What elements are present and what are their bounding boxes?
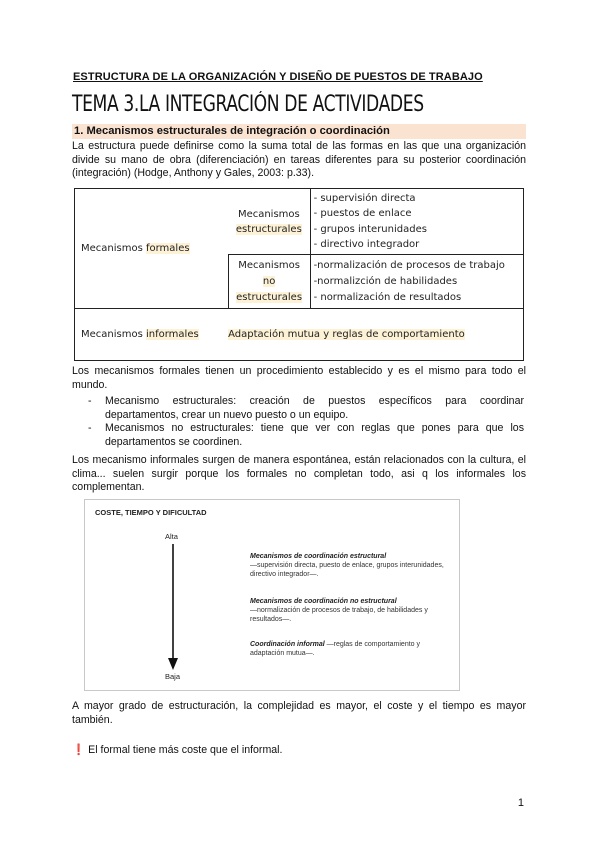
no-estructurales-cell	[228, 255, 310, 309]
figure-block-title: Coordinación informal	[250, 641, 325, 648]
list-item: - grupos interunidades	[313, 223, 427, 235]
list-item: - directivo integrador	[313, 239, 420, 250]
down-arrow-icon	[167, 544, 179, 672]
informales-highlight: informales	[145, 329, 199, 340]
informales-desc: Adaptación mutua y reglas de comportamiento	[228, 329, 465, 340]
figure-block-structural	[250, 552, 450, 579]
bullet-list	[88, 395, 524, 449]
figure-block-text: —normalización de procesos de trabajo, de habilidades y resultados—.	[250, 607, 428, 623]
note-line	[72, 743, 282, 756]
page-number: 1	[517, 797, 524, 809]
estructurales-line2: estructurales	[235, 223, 302, 235]
informales-desc-cell	[228, 309, 523, 361]
intro-paragraph: La estructura puede definirse como la suma total de las formas en las que una organización divide su mano de obra (diferenciación) en tareas diferentes para su posterior coordinación (integración) (Hodge, Anthony y Gales, 2003: p.33).	[72, 140, 526, 180]
section-title: 1. Mecanismos estructurales de integración o coordinación	[72, 124, 526, 139]
figure-block-text: —reglas de comportamiento y adaptación mutua—.	[250, 641, 420, 657]
note-text: El formal tiene más coste que el informal.	[88, 744, 283, 756]
dash-icon: -	[88, 422, 92, 435]
list-item: - Mecanismo estructurales: creación de puestos específicos para coordinar departamentos, crear un nuevo puesto o un equipo.	[88, 395, 524, 421]
formales-cell	[75, 189, 229, 309]
axis-label-low: Baja	[165, 672, 181, 681]
figure-block-title: Mecanismos de coordinación estructural	[250, 553, 387, 560]
mechanisms-table	[74, 188, 524, 361]
estructurales-cell	[228, 189, 310, 255]
exclamation-icon: ❗	[72, 744, 86, 756]
list-item: - puestos de enlace	[313, 208, 412, 219]
page-title: TEMA 3.LA INTEGRACIÓN DE ACTIVIDADES	[72, 92, 424, 117]
formales-highlight: formales	[145, 243, 190, 254]
informal-paragraph: Los mecanismo informales surgen de manera espontánea, están relacionados con la cultura, el clima... suelen surgir porque los formales no completan todo, asi q los informales los complementan.	[72, 454, 526, 494]
estructurales-line1: Mecanismos	[237, 208, 300, 220]
figure-block-title: Mecanismos de coordinación no estructural	[250, 598, 397, 605]
cost-figure	[84, 499, 460, 691]
informales-cell	[75, 309, 229, 361]
no-estructurales-line1: Mecanismos	[238, 259, 300, 271]
conclusion-paragraph: A mayor grado de estructuración, la complejidad es mayor, el coste y el tiempo es mayor también.	[72, 700, 526, 726]
estructurales-list	[310, 189, 523, 255]
informales-label: Mecanismos	[81, 329, 146, 340]
list-item: - normalización de resultados	[313, 291, 462, 303]
list-item: -normalización de procesos de trabajo	[313, 259, 505, 271]
document-header: ESTRUCTURA DE LA ORGANIZACIÓN Y DISEÑO DE PUESTOS DE TRABAJO	[73, 71, 483, 83]
list-item: - Mecanismos no estructurales: tiene que ver con reglas que pones para que los departamentos se coordinen.	[88, 422, 524, 448]
list-item: - supervisión directa	[313, 192, 416, 204]
formales-label: Mecanismos	[81, 243, 146, 254]
no-estructurales-list	[310, 255, 523, 309]
dash-icon: -	[88, 395, 92, 407]
axis-label-high: Alta	[165, 532, 178, 541]
list-item: -normalizción de habilidades	[313, 275, 458, 287]
figure-block-nonstructural	[250, 597, 450, 624]
no-estructurales-line3: estructurales	[236, 291, 303, 303]
figure-title: COSTE, TIEMPO Y DIFICULTAD	[95, 508, 207, 517]
formal-paragraph: Los mecanismos formales tienen un procedimiento establecido y es el mismo para todo el mundo.	[72, 365, 526, 391]
figure-block-informal	[250, 640, 450, 658]
figure-block-text: —supervisión directa, puesto de enlace, grupos interunidades, directivo integrador—.	[250, 562, 444, 578]
no-estructurales-line2: no	[262, 275, 276, 287]
